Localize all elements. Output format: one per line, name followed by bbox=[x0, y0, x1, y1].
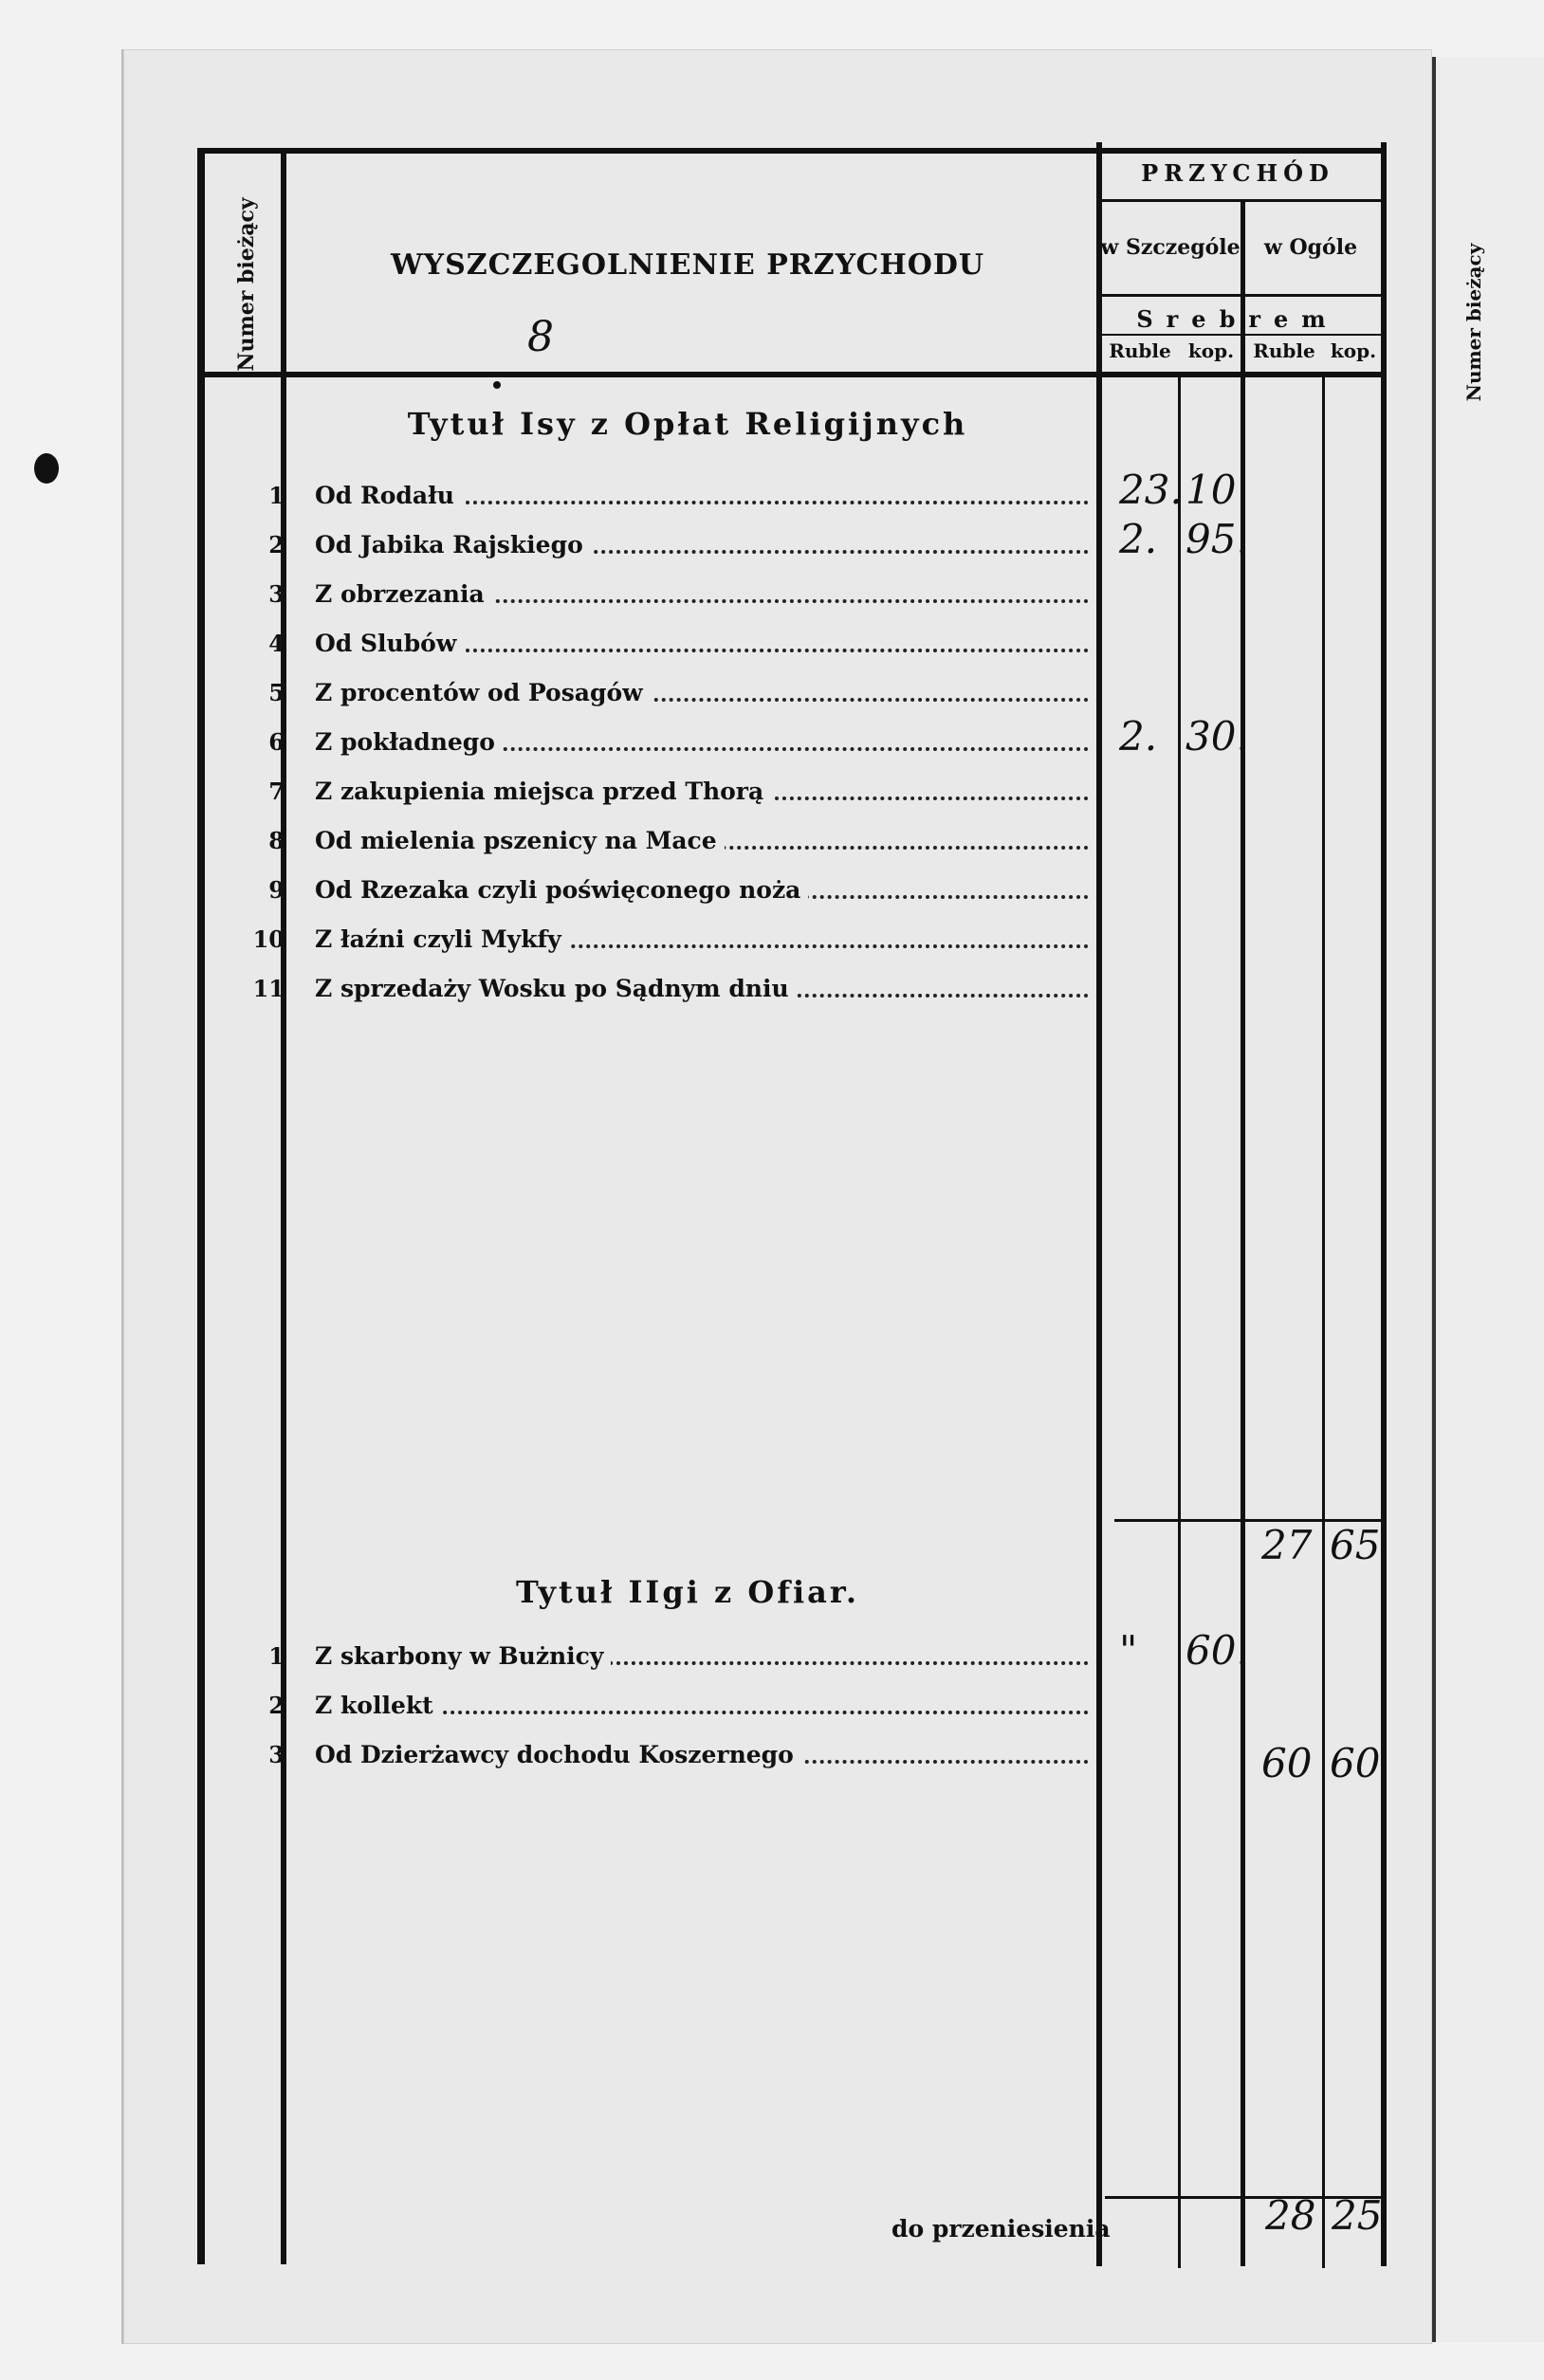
row-number: 1 bbox=[268, 1642, 285, 1670]
ogole-header: w Ogóle bbox=[1263, 235, 1358, 260]
row-label: Od Rodału bbox=[315, 482, 462, 509]
row-ruble-amount: 2. bbox=[1119, 713, 1158, 760]
row-label: Z kollekt bbox=[315, 1692, 441, 1719]
row-label: Z pokładnego bbox=[315, 728, 503, 756]
row-number: 11 bbox=[252, 975, 285, 1002]
ledger-row bbox=[199, 1731, 1100, 1781]
section-2-total-ruble: 60 bbox=[1261, 1740, 1313, 1786]
row-number: 7 bbox=[268, 778, 285, 805]
ledger-row bbox=[199, 719, 1100, 768]
adjacent-number-header: Numer bieżący bbox=[1462, 243, 1485, 402]
row-label: Z procentów od Posagów bbox=[315, 679, 651, 706]
ledger-row bbox=[199, 916, 1100, 965]
ledger-row bbox=[199, 620, 1100, 669]
srebrem-overline bbox=[1100, 294, 1381, 297]
ledger-row bbox=[199, 571, 1100, 620]
page-title: WYSZCZEGOLNIENIE PRZYCHODU bbox=[390, 248, 985, 282]
rubles-kop-divider-1 bbox=[1178, 372, 1181, 2268]
row-number: 4 bbox=[268, 630, 285, 657]
amount-column-divider bbox=[1096, 142, 1102, 2266]
row-label: Z skarbony w Bużnicy bbox=[315, 1642, 611, 1670]
ledger-row bbox=[199, 965, 1100, 1015]
ruble-header-1: Ruble bbox=[1109, 339, 1171, 362]
rubles-kop-divider-2 bbox=[1322, 372, 1325, 2268]
carry-forward-kop: 25 bbox=[1332, 2192, 1383, 2239]
ledger-row bbox=[199, 669, 1100, 719]
kop-header-2: kop. bbox=[1330, 339, 1377, 362]
ledger-row bbox=[199, 1633, 1100, 1682]
row-label: Z obrzezania bbox=[315, 580, 492, 608]
row-number: 1 bbox=[268, 482, 285, 509]
row-number: 3 bbox=[268, 580, 285, 608]
frame-left bbox=[197, 150, 205, 2264]
frame-top bbox=[197, 148, 1387, 154]
ledger-sheet bbox=[121, 49, 1432, 2344]
przychod-header: PRZYCHÓD bbox=[1141, 159, 1334, 187]
row-ruble-amount: 2. bbox=[1119, 516, 1158, 562]
section-2-title: Tytuł IIgi z Ofiar. bbox=[516, 1574, 859, 1610]
row-kop-amount: 60. bbox=[1186, 1627, 1249, 1674]
przychod-underline bbox=[1100, 199, 1381, 202]
row-ruble-amount: 23. bbox=[1119, 467, 1183, 513]
section-1-total-kop: 65 bbox=[1330, 1522, 1381, 1568]
frame-right bbox=[1381, 142, 1387, 2266]
kop-header-1: kop. bbox=[1187, 339, 1235, 362]
szczegole-ogole-divider bbox=[1241, 199, 1245, 2266]
row-number: 8 bbox=[268, 827, 285, 854]
row-label: Z łaźni czyli Mykfy bbox=[315, 925, 569, 953]
srebrem-header: Srebrem bbox=[1136, 305, 1339, 333]
row-number: 10 bbox=[252, 925, 285, 953]
page-mark: 8 bbox=[527, 313, 554, 361]
ink-stain bbox=[34, 453, 59, 484]
row-number: 2 bbox=[268, 1692, 285, 1719]
row-number: 2 bbox=[268, 531, 285, 558]
row-number: 5 bbox=[268, 679, 285, 706]
ledger-row bbox=[199, 768, 1100, 817]
row-label: Od Slubów bbox=[315, 630, 464, 657]
row-number: 6 bbox=[268, 728, 285, 756]
section-1-title: Tytuł Isy z Opłat Religijnych bbox=[407, 406, 968, 442]
row-number: 3 bbox=[268, 1741, 285, 1768]
ledger-row bbox=[199, 817, 1100, 867]
row-label: Od Rzezaka czyli poświęconego noża bbox=[315, 876, 808, 904]
section-2-total-kop: 60 bbox=[1330, 1740, 1381, 1786]
row-label: Z zakupienia miejsca przed Thorą bbox=[315, 778, 771, 805]
section-1-total-ruble: 27 bbox=[1261, 1522, 1313, 1568]
header-bottom-line bbox=[197, 372, 1387, 377]
number-column-divider bbox=[281, 150, 286, 2264]
row-label: Od Dzierżawcy dochodu Koszernego bbox=[315, 1741, 801, 1768]
srebrem-underline bbox=[1100, 334, 1381, 336]
carry-forward-ruble: 28 bbox=[1265, 2192, 1316, 2239]
row-kop-amount: 10 bbox=[1186, 467, 1237, 513]
szczegole-header: w Szczególe bbox=[1100, 235, 1241, 260]
ledger-row bbox=[199, 1682, 1100, 1731]
row-label: Od mielenia pszenicy na Mace bbox=[315, 827, 725, 854]
row-label: Od Jabika Rajskiego bbox=[315, 531, 591, 558]
ledger-row bbox=[199, 522, 1100, 571]
row-kop-amount: 30. bbox=[1186, 713, 1249, 760]
carry-forward-label: do przeniesienia bbox=[891, 2215, 1111, 2243]
row-kop-amount: 95. bbox=[1186, 516, 1249, 562]
adjacent-page bbox=[1432, 57, 1544, 2342]
ledger-row bbox=[199, 472, 1100, 522]
ledger-row bbox=[199, 867, 1100, 916]
number-column-header: Numer bieżący bbox=[234, 197, 259, 372]
row-ruble-amount: " bbox=[1119, 1627, 1138, 1674]
row-number: 9 bbox=[268, 876, 285, 904]
ink-dot bbox=[493, 381, 501, 389]
row-label: Z sprzedaży Wosku po Sądnym dniu bbox=[315, 975, 797, 1002]
ruble-header-2: Ruble bbox=[1253, 339, 1315, 362]
